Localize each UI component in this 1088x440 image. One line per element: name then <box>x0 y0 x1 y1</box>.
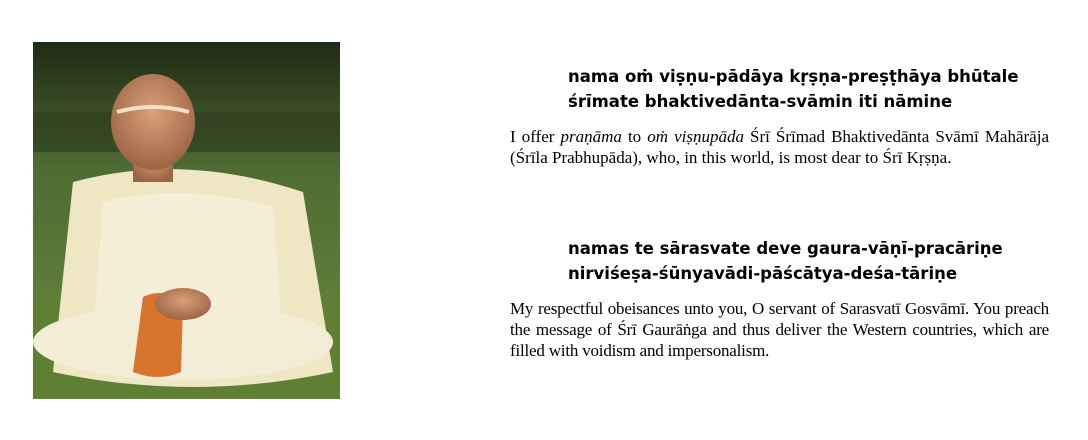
translation-1-italic-pranama: praṇāma <box>560 127 622 146</box>
verse-2 <box>568 236 1003 286</box>
translation-1-text: to <box>621 127 648 146</box>
translation-1-text: Śrī Śrīmad Bhaktivedānta Svāmī Mahārāja (Śrīla Prabhupāda), who, in this world, is most dear to Śrī Kṛṣṇa. <box>510 127 1049 167</box>
verse-2-line-1: namas te sārasvate deve gaura-vāṇī-pracāriṇe <box>568 239 1003 258</box>
verse-2-line-2: nirviśeṣa-śūnyavādi-pāścātya-deśa-tāriṇe <box>568 264 958 283</box>
translation-2: My respectful obeisances unto you, O servant of Sarasvatī Gosvāmī. You preach the message of Śrī Gaurāṅga and thus deliver the Western countries, which are filled with voidism and impersonalism. <box>510 299 1049 360</box>
verse-1 <box>568 64 1019 114</box>
translation-1-italic-om-vishnupada: oṁ viṣṇupāda <box>647 127 744 146</box>
verse-1-line-2: śrīmate bhaktivedānta-svāmin iti nāmine <box>568 92 953 111</box>
translation-1-text: I offer <box>510 127 561 146</box>
verse-1-line-1: nama oṁ viṣṇu-pādāya kṛṣṇa-preṣṭhāya bhūtale <box>568 67 1019 86</box>
translation-1 <box>510 126 1049 168</box>
portrait-photo <box>33 42 340 399</box>
